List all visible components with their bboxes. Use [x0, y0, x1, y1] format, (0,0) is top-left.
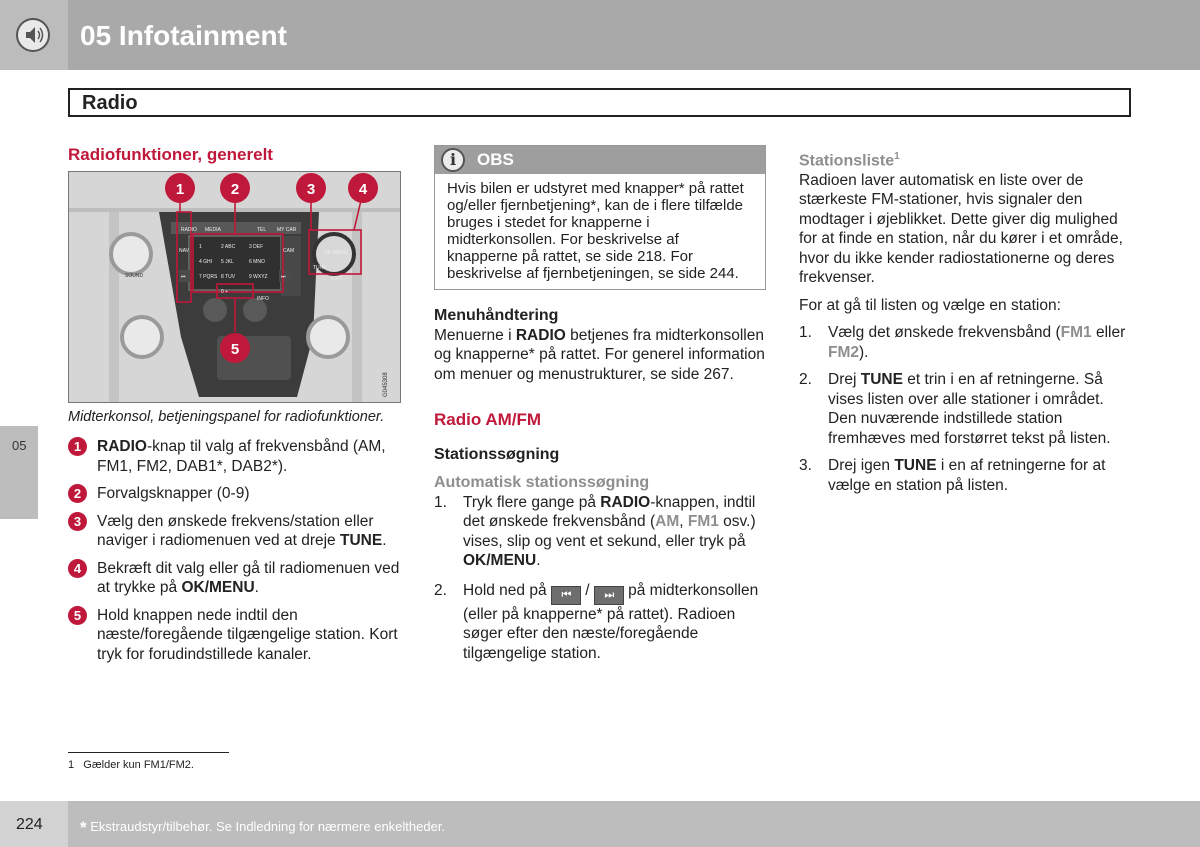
console-illustration	[69, 172, 401, 403]
menu-handling-heading: Menuhåndtering	[434, 307, 559, 324]
page-number: 224	[16, 816, 43, 833]
legend-item: 3 Vælg den ønskede frekvens/station eller naviger i radiomenuen ved at dreje TUNE.	[68, 512, 403, 551]
legend-badge: 4	[68, 559, 87, 578]
auto-search-heading: Automatisk stationssøgning	[434, 474, 650, 491]
obs-note-box	[434, 145, 766, 290]
legend-badge: 1	[68, 437, 87, 456]
list-item: 2. Drej TUNE et trin i en af retningerne. Så vises listen over alle stationer i området. Den nuværende indstillede station fremhæves med forstørret tekst på listen.	[799, 371, 1111, 447]
section-title: Radio	[82, 92, 138, 114]
radio-functions-heading: Radiofunktioner, generelt	[68, 145, 273, 164]
keypad-key-7: 7 PQRS	[199, 273, 218, 280]
keypad-key-9: 9 WXYZ	[249, 273, 268, 280]
console-label-nav: NAV	[179, 247, 189, 254]
legend-badge: 3	[68, 512, 87, 531]
chapter-header	[0, 0, 1200, 70]
console-label-exit: EXIT	[331, 275, 343, 282]
speaker-icon	[16, 18, 50, 52]
callout-1: 1	[175, 180, 185, 198]
list-item: 3. Drej igen TUNE i en af retningerne for at vælge en station på listen.	[799, 457, 1106, 494]
legend-item: 5 Hold knappen nede indtil den næste/foregående tilgængelige station. Kort tryk for forudindstillede kanaler.	[68, 606, 403, 665]
console-label-ok-menu: OK MENU	[324, 249, 348, 256]
keypad-key-2: 2 ABC	[221, 243, 236, 250]
console-label-radio: RADIO	[181, 226, 197, 233]
chapter-title: 05 Infotainment	[80, 20, 287, 51]
section-title-box	[68, 88, 1131, 117]
legend-badge: 2	[68, 484, 87, 503]
keypad-key-8: 8 TUV	[221, 273, 236, 280]
footnote-ref: 1	[894, 151, 900, 162]
menu-handling-paragraph: Menuerne i RADIO betjenes fra midterkonsollen og knapperne* på rattet. For generel information om menuer og menustrukturer, se side 267.	[434, 326, 765, 383]
column-1	[68, 145, 403, 672]
legend-list	[68, 437, 403, 664]
figure-caption: Midterkonsol, betjeningspanel for radiofunktioner.	[68, 408, 385, 425]
console-label-info: INFO	[257, 295, 269, 302]
console-label-tune: TUNE	[313, 264, 327, 271]
chapter-side-tab[interactable]	[0, 426, 38, 519]
console-label-media: MEDIA	[205, 226, 221, 233]
station-list-heading: Stationsliste$^1$	[799, 151, 900, 170]
legend-item: 1 RADIO-knap til valg af frekvensbånd (AM, FM1, FM2, DAB1*, DAB2*).	[68, 437, 403, 476]
keypad-key-4: 4 GHI	[199, 258, 213, 265]
console-label-my-car: MY CAR	[277, 226, 297, 233]
station-list-intro: Radioen laver automatisk en liste over de stærkeste FM-stationer, hvis signaler den modtager i øjeblikket. Dette giver dig mulighed for at finde en station, når du kører i et område, hvor du ikke kender radiostationerne og deres frekvenser.	[799, 171, 1123, 287]
keypad-key-3: 3 DEF	[249, 243, 264, 250]
chapter-icon-box	[0, 0, 68, 70]
page-number-box	[0, 801, 68, 847]
obs-title: OBS	[477, 150, 514, 169]
column-2	[434, 145, 766, 671]
center-console-figure	[68, 171, 401, 403]
list-item: 2. Hold ned på ⏮ / ⏭ på midterkonsollen (eller på knapperne* på rattet). Radioen søger efter den næste/foregående tilgængelige station.	[434, 581, 759, 662]
console-label-prev: ⏮	[181, 273, 186, 280]
station-list-steps	[799, 323, 1135, 495]
console-label-cam: CAM	[283, 247, 295, 254]
station-search-heading: Stationssøgning	[434, 445, 560, 463]
footer-note: * Ekstraudstyr/tilbehør. Se Indledning for nærmere enkeltheder.	[80, 818, 446, 837]
keypad-key-0: 0 +	[221, 288, 229, 295]
callout-3: 3	[306, 180, 316, 198]
legend-badge: 5	[68, 606, 87, 625]
footnote: 1 Gælder kun FM1/FM2.	[68, 759, 194, 771]
auto-search-steps	[434, 493, 766, 664]
side-tab-label: 05	[12, 438, 27, 453]
callout-2: 2	[230, 180, 240, 198]
keypad-key-6: 6 MNO	[249, 258, 265, 265]
column-3	[799, 145, 1135, 503]
prev-track-icon: ⏮	[551, 586, 581, 605]
legend-item: 2 Forvalgsknapper (0-9)	[68, 484, 403, 504]
obs-text: Hvis bilen er udstyret med knapper* på rattet og/eller fjernbetjening*, kan de i flere tilfælde bruges i stedet for knapperne i midterkonsollen. For beskrivelse af knapperne på rattet, se side 218. For beskrivelse af fjernbetjeningen, se side 244.	[447, 180, 744, 282]
info-icon: i	[441, 148, 465, 172]
radio-am-fm-heading: Radio AM/FM	[434, 410, 542, 429]
obs-header	[435, 146, 765, 174]
legend-item: 4 Bekræft dit valg eller gå til radiomenuen ved at trykke på OK/MENU.	[68, 559, 403, 598]
console-label-sound: SOUND	[125, 272, 144, 279]
console-label-tel: TEL	[257, 226, 267, 233]
page-footer	[0, 801, 1200, 847]
console-label-next: ⏭	[281, 273, 286, 280]
footnote-rule	[68, 752, 229, 753]
figure-code: G045308	[383, 371, 389, 397]
list-item: 1. Vælg det ønskede frekvensbånd (FM1 eller FM2).	[799, 324, 1126, 361]
callout-4: 4	[358, 180, 368, 198]
station-list-lead: For at gå til listen og vælge en station:	[799, 296, 1061, 314]
callout-5: 5	[230, 340, 240, 358]
keypad-key-1: 1	[199, 243, 202, 250]
keypad-key-5: 5 JKL	[221, 258, 234, 265]
list-item: 1. Tryk flere gange på RADIO-knappen, indtil det ønskede frekvensbånd (AM, FM1 osv.) vises, slip og vent et sekund, eller tryk på OK/MENU.	[434, 493, 756, 569]
next-track-icon: ⏭	[594, 586, 624, 605]
